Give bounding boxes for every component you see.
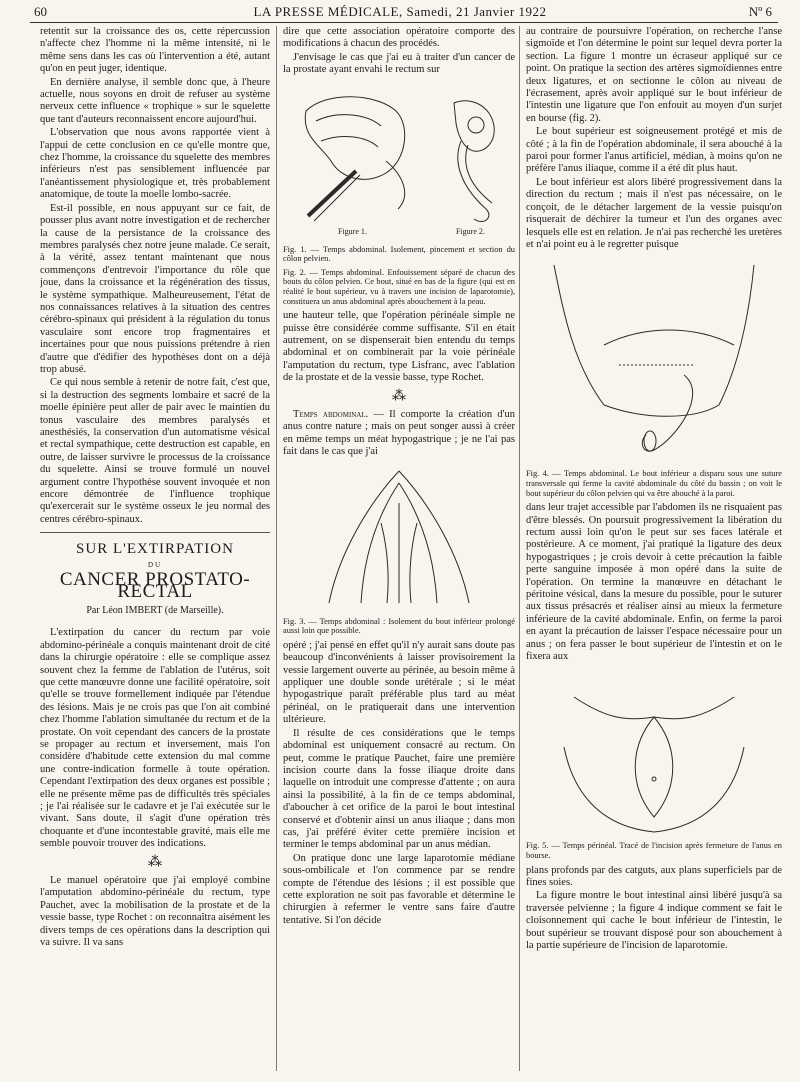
paragraph: L'observation que nous avons rapportée vient à l'appui de cette conclusion en ce qu'elle montre que, chez l'homme, la croissance du squelette des membres inférieurs n'est pas sensiblement influencée par l'anéantissement physiologique et, très probablement anatomique, de toute la moelle lombo-sacrée. (40, 127, 270, 201)
section-text: — Il comporte la création d'un anus contre nature ; mais on peut songer aussi à créer en même temps un méat hypogastrique ; je ne l'ai pas fait dans le cas que j'ai (283, 409, 515, 458)
column-3 (526, 26, 782, 1076)
paragraph: Le bout inférieur est alors libéré progressivement dans la direction du rectum ; mais il n'est pas nécessaire, on le conçoit, de le détacher largement de la vessie puisqu'on risquerait de déchirer la tumeur et l'un des organes avec lesquels elle est en relation. Je n'ai pas recherché les uretères et n'ai point eu à le regretter puisque (526, 176, 782, 250)
paragraph: Le bout supérieur est soigneusement protégé et mis de côté ; à la fin de l'opération abdominale, il sera abouché à la paroi pour former l'anus artificiel, médian, à moins qu'on ne préfère l'anus iliaque, comme il a été dit plus haut. (526, 126, 782, 175)
paragraph: retentit sur la croissance des os, cette répercussion n'affecte chez l'homme ni la même intensité, ni le même sens dans les cas où l'intervention a été, autant qu'on en peut juger, identique. (40, 26, 270, 75)
paragraph: Il résulte de ces considérations que le temps abdominal est uniquement consacré au rectum. On peut, comme le pratique Pauchet, faire une première incision courte dans la fosse iliaque droite dans laquelle on introduit une compresse d'attente ; on aura ainsi la possibilité, à la fin de ce temps abdominal, d'aboucher à cet orifice de la paroi le bout intestinal conservé et d'obtenir ainsi un anus iliaque ; dans mon cas, j'ai préféré éviter cette première incision et terminer le temps abdominal par un anus médian. (283, 727, 515, 851)
paragraph: une hauteur telle, que l'opération périnéale simple ne puisse être considérée comme suffisante. S'il en était autrement, on se dispenserait bien entendu du temps abdominal et on combinerait par la voie périnéale l'amputation du rectum, type Lisfranc, avec l'ablation de la prostate et de la vessie basse, type Rochet. (283, 310, 515, 384)
paragraph: On pratique donc une large laparotomie médiane sous-ombilicale et l'on commence par se rendre compte de l'étendue des lésions ; il est possible que cette exploration ne soit pas favorable et détermine le chirurgien à refermer le ventre sans faire d'autre tentative. Si l'on décide (283, 852, 515, 926)
paragraph: au contraire de poursuivre l'opération, on recherche l'anse sigmoïde et l'on détermine le point sur lequel devra porter la section. La figure 1 montre un écraseur appliqué sur ce point. On pratique la section des artères sigmoïdiennes entre deux ligatures, et on sectionne le côlon au niveau de l'écrasement, après avoir appliqué sur le bout inférieur de l'intestin une ligature que l'on enfouit au moyen d'un surjet en bourse (fig. 2). (526, 26, 782, 124)
figure-2-caption: Fig. 2. — Temps abdominal. Enfouissement séparé de chacun des bouts du côlon pelvien. Ce bout, situé en bas de la figure (qui est en réalité le bout supérieur, vu à travers une incision de laparotomie), constituera un anus abdominal après abouchement à la peau. (283, 267, 515, 306)
figure-1-2-illustration (286, 81, 512, 241)
figure-3-illustration (299, 463, 499, 613)
figure-3-caption: Fig. 3. — Temps abdominal : Isolement du bout inférieur prolongé aussi loin que possible. (283, 616, 515, 636)
paragraph: Ce qui nous semble à retenir de notre fait, c'est que, si la destruction des segments lombaire et sacré de la moelle épinière peut aller de pair avec le maintien du tonus vasculaire des membres paralysés et anesthésiés, la conservation d'un automatisme vésical et rectal sympathique, cette destruction est capable, en outre, de laisser survivre le processus de la croissance du squelette. Ainsi se trouve formulé un nouvel argument contre l'hypothèse souvent invoquée et non encore démontrée de l'influence trophique qu'exercerait sur le système osseux le jeu normal des centres cérébro-spinaux. (40, 377, 270, 525)
journal-title: LA PRESSE MÉDICALE, Samedi, 21 Janvier 1922 (253, 4, 547, 19)
issue-number: Nº 6 (748, 4, 772, 19)
article-author: Par Léon IMBERT (de Marseille). (86, 604, 224, 616)
figure-5-caption: Fig. 5. — Temps périnéal. Tracé de l'incision après fermeture de l'anus en bourse. (526, 841, 782, 860)
section-lead: Temps abdominal. (293, 409, 369, 421)
paragraph: Le manuel opératoire que j'ai employé combine l'amputation abdomino-périnéale du rectum, type Pauchet, avec la mobilisation de la prostate et de la vessie basse, type Rochet : on reconnaîtra aisément les divers temps de ces opérations dans la description qui va suivre. Il va sans (40, 875, 270, 949)
page-number: 60 (34, 4, 47, 19)
paragraph (283, 409, 515, 459)
paragraph: En dernière analyse, il semble donc que, à l'heure actuelle, nous soyons en droit de refuser au système nerveux cette influence « trophique » sur le squelette que tant d'auteurs reconnaissent encore aujourd'hui. (40, 76, 270, 125)
paragraph: Est-il possible, en nous appuyant sur ce fait, de pousser plus avant notre investigation et de rechercher la cause de la persistance de la croissance des membres paralysés chez notre jeune malade. Ce serait, à la vérité, assez tentant maintenant que nous commençons d'entrevoir l'importance du rôle que joue, dans la croissance et la régénération des tissus, le système sympathique. Malheureusement, l'état de nos connaissances relatives à la situation des centres cérébro-spinaux qui président à la régulation du tonus vasculaire sont encore trop fragmentaires et incertaines pour que nous puissions prétendre à rien d'autre que d'édifier des hypothèses dont on a déjà trop abusé. (40, 202, 270, 375)
column-separator (519, 26, 520, 1071)
paragraph: opéré ; j'ai pensé en effet qu'il n'y aurait sans doute pas beaucoup d'inconvénients à laisser provisoirement la vessie largement ouverte au périnée, au besoin même à appliquer une double sonde urétérale ; si le méat hypogastrique paraît préférable plus tard au méat périnéal, on le pratiquerait dans une intervention ultérieure. (283, 639, 515, 726)
figure-4-caption: Fig. 4. — Temps abdominal. Le bout inférieur a disparu sous une suture transversale qui ferme la cavité abdominale du côté du bassin ; on voit le bout supérieur du côlon pelvien qui va être abouché à la paroi. (526, 469, 782, 498)
paragraph: plans profonds par des catguts, aux plans superficiels par de fines soies. (526, 864, 782, 888)
column-1 (40, 26, 270, 1076)
paragraph: dans leur trajet accessible par l'abdomen ils ne risquaient pas d'être blessés. On poursuit progressivement la libération du rectum aussi loin qu'on le peut sur ses faces latérale et postérieure. A ce moment, j'ai pratiqué la ligature des deux hypogastriques ; je crois devoir à cette précaution la faible perte sanguine imposée à mon opéré dans la suite de l'opération. On termine la manœuvre en détachant le péritoine vésical, dans la mesure du possible, pour le suturer aux tissus présacrés et réaliser ainsi au mieux la fermeture inférieure de la cavité abdominale. Enfin, on ferme la paroi en ayant la précaution de laisser l'espace nécessaire pour un anus ; on fera passer le bout supérieur de l'intestin et on le fixera aux (526, 502, 782, 662)
page-header (18, 4, 782, 22)
article-title-block (40, 543, 270, 617)
paragraph: La figure montre le bout intestinal ainsi libéré jusqu'à sa traversée pelvienne ; la figure 4 indique comment se fait le cloisonnement qui cache le bout inférieur de l'intestin, le bout supérieur se trouvant disposé pour son abouchement à la partie supérieure de l'incision de laparotomie. (526, 890, 782, 951)
figure-1-caption: Fig. 1. — Temps abdominal. Isolement, pincement et section du côlon pelvien. (283, 244, 515, 264)
column-separator (276, 26, 277, 1071)
paragraph: J'envisage le cas que j'ai eu à traiter d'un cancer de la prostate ayant envahi le rectum sur (283, 51, 515, 76)
section-stars: ⁂ (148, 854, 162, 870)
figure-4-illustration (534, 255, 774, 465)
article-title-line: DU (147, 560, 163, 569)
section-stars: ⁂ (392, 388, 406, 404)
article-title-line: SUR L'EXTIRPATION (76, 541, 234, 558)
article-divider (40, 532, 270, 533)
paragraph: L'extirpation du cancer du rectum par voie abdomino-périnéale a conquis maintenant droit de cité dans la chirurgie opératoire : elle se complique assez souvent chez la femme de l'ablation de l'utérus, soit que cette manœuvre donne une facilité opératoire, soit qu'elle se trouve formellement indiquée par l'étendue des lésions. Mais je ne crois pas que l'on ait combiné chez l'homme l'ablation simultanée du rectum et de la prostate. On voit cependant des cancers de la prostate se propager au rectum et inversement, mais l'on considère d'habitude cette extension du mal comme une contre-indication formelle à toute opération. Cependant l'extirpation des deux organes est possible ; elle ne présente même pas de difficultés très spéciales ; je l'ai réalisée sur le cadavre et je l'ai exécutée sur le vivant. Sans doute, il s'agit d'une opération très choquante et d'une incontestable gravité, mais elle me semble pouvoir trouver des indications. (40, 627, 270, 850)
header-rule (30, 22, 778, 23)
article-title-main: CANCER PROSTATO-RECTAL (59, 569, 251, 603)
column-2 (283, 26, 515, 1076)
figure-2-label: Figure 2. (456, 226, 485, 236)
paragraph: dire que cette association opératoire comporte des modifications à chacun des procédés. (283, 26, 515, 50)
figure-5-illustration (544, 667, 764, 837)
figure-1-label: Figure 1. (338, 226, 367, 236)
